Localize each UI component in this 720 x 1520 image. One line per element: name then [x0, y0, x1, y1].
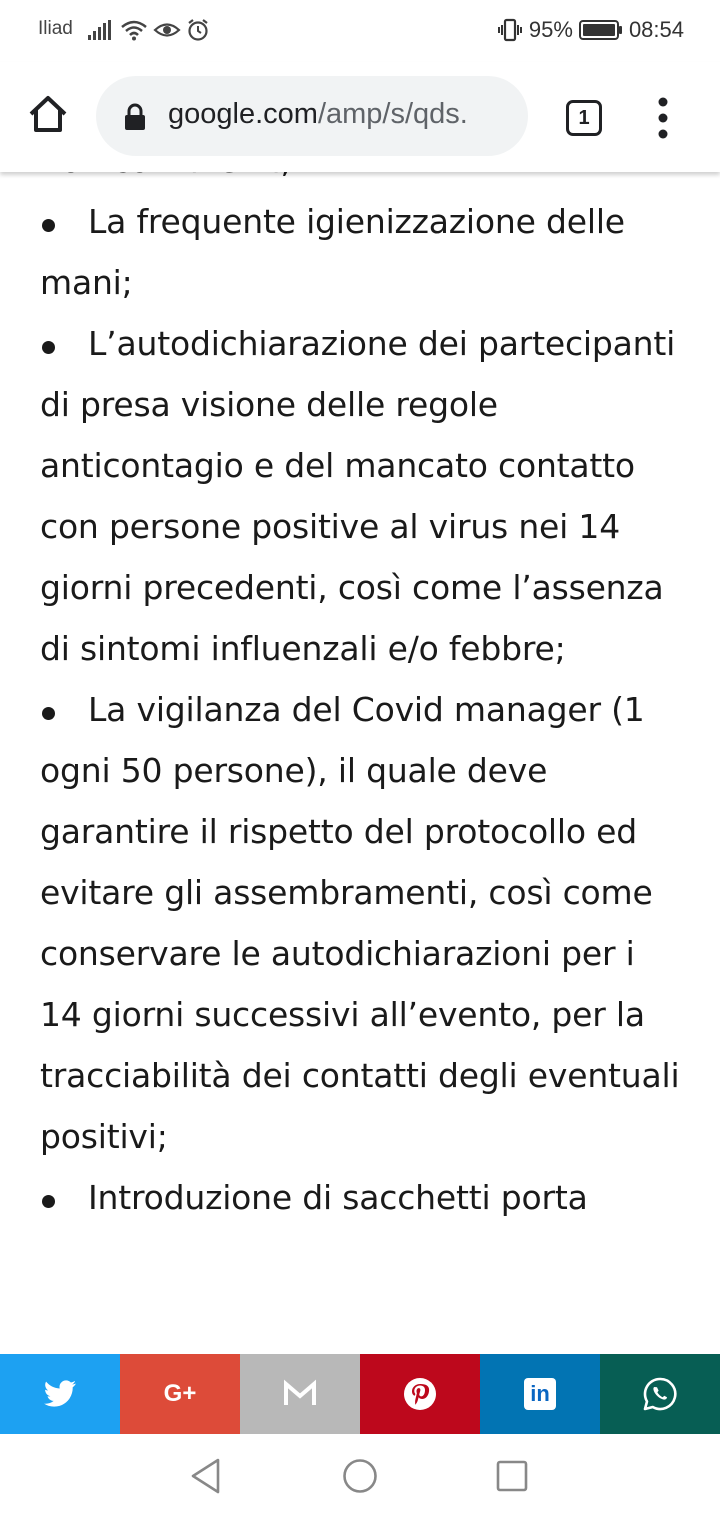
- url-bar[interactable]: [96, 76, 528, 156]
- recents-icon[interactable]: [496, 1460, 528, 1492]
- article-body: [40, 130, 680, 1228]
- browser-toolbar: [0, 62, 720, 172]
- carrier-label: Iliad: [38, 18, 73, 39]
- share-pinterest-button[interactable]: [360, 1354, 480, 1434]
- status-icons-right: [497, 14, 684, 46]
- list-item: Introduzione di sacchetti porta: [88, 1178, 588, 1217]
- tab-switcher-icon[interactable]: 1: [566, 100, 602, 136]
- home-icon[interactable]: [26, 92, 70, 136]
- list-item: La frequente igienizzazione delle mani;: [40, 202, 625, 302]
- alarm-icon: [186, 18, 210, 42]
- pinterest-icon: [403, 1377, 437, 1411]
- system-nav-bar: [0, 1434, 720, 1520]
- article-content: [0, 172, 720, 1354]
- clock: 08:54: [628, 17, 684, 42]
- url-host: google.com: [168, 98, 318, 130]
- status-icons-left: [88, 16, 210, 44]
- more-vert-icon[interactable]: [648, 96, 678, 140]
- url-path: /amp/s/qds.: [317, 98, 468, 130]
- share-linkedin-button[interactable]: [480, 1354, 600, 1434]
- wifi-icon: [120, 19, 148, 41]
- url-text: [168, 98, 518, 131]
- linkedin-icon: in: [524, 1378, 556, 1410]
- lock-icon: [124, 103, 146, 131]
- home-circle-icon[interactable]: [342, 1458, 378, 1494]
- google-plus-icon: G+: [163, 1380, 197, 1407]
- share-google-plus-button[interactable]: [120, 1354, 240, 1434]
- list-item: La vigilanza del Covid manager (1 ogni 50 persone), il quale deve garantire il rispetto del protocollo ed evitare gli assembramenti, così come conservare le autodichiarazioni per i 14 giorni successivi all’evento, per la tracciabilità dei contatti degli eventuali positivi;: [40, 690, 680, 1156]
- gmail-icon: [283, 1381, 317, 1407]
- battery-icon: [579, 19, 623, 41]
- share-twitter-button[interactable]: [0, 1354, 120, 1434]
- list-item: L’autodichiarazione dei partecipanti di presa visione delle regole anticontagio e del mancato contatto con persone positive al virus nei 14 giorni precedenti, così come l’assenza di sintomi influenzali e/o febbre;: [40, 324, 676, 668]
- whatsapp-icon: [642, 1376, 678, 1412]
- share-gmail-button[interactable]: [240, 1354, 360, 1434]
- signal-icon: [88, 20, 114, 40]
- share-bar: [0, 1354, 720, 1434]
- vibrate-icon: [497, 17, 523, 43]
- share-whatsapp-button[interactable]: [600, 1354, 720, 1434]
- status-bar: [0, 0, 720, 62]
- back-icon[interactable]: [188, 1456, 224, 1496]
- battery-percent: 95%: [528, 17, 573, 42]
- twitter-icon: [43, 1380, 77, 1408]
- eye-comfort-icon: [154, 20, 180, 40]
